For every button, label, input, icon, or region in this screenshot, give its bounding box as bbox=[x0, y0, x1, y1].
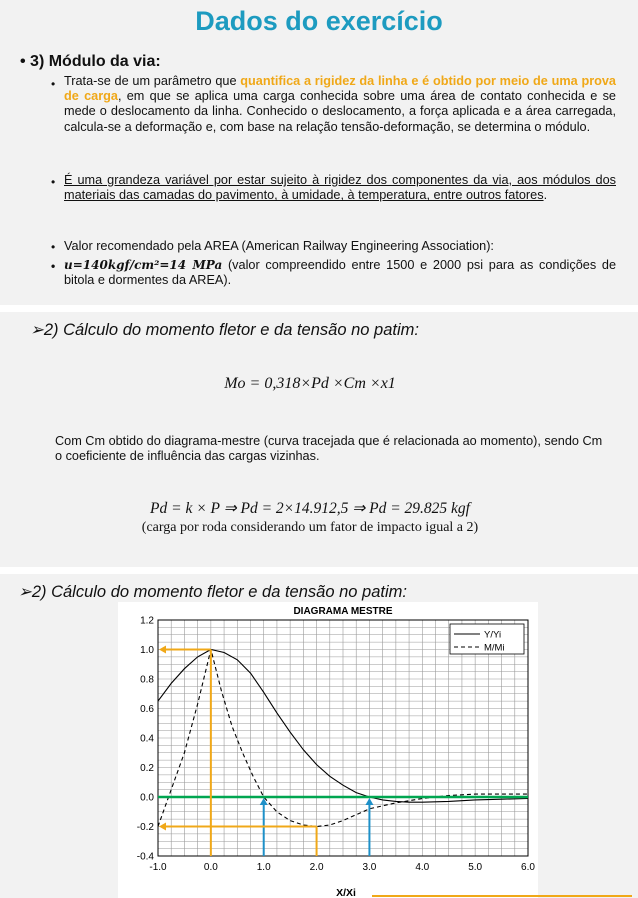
page-title: Dados do exercício bbox=[195, 6, 443, 36]
x-tick-label: 5.0 bbox=[468, 862, 483, 873]
x-tick-label: 1.0 bbox=[256, 862, 271, 873]
paragraph-value bbox=[64, 258, 616, 288]
paragraph-text: Trata-se de um parâmetro que bbox=[64, 74, 241, 88]
footer-rule bbox=[372, 895, 632, 897]
section-3-heading: • 3) Módulo da via: bbox=[20, 53, 161, 70]
y-tick-label: -0.2 bbox=[136, 822, 154, 833]
panel-diagram bbox=[0, 574, 638, 898]
moment-formula: Mo = 0,318×Pd ×Cm ×x1 bbox=[224, 375, 396, 392]
paragraph-definition bbox=[64, 74, 616, 135]
y-tick-label: 0.4 bbox=[140, 733, 154, 745]
paragraph-text: , em que se aplica uma carga conhecida sobre uma área de contato conhecida e se mede o deslocamento da linha. Conhecido o deslocamento, a força aplicada e a área carregada, calcula-se a deformação e, com base na relação tensão-deformação, se determina o módulo. bbox=[64, 89, 616, 134]
pd-note: (carga por roda considerando um fator de impacto igual a 2) bbox=[141, 520, 479, 535]
x-tick-label: 0.0 bbox=[203, 862, 218, 873]
highlighted-text: quantifica a rigidez da linha e é obtido por meio de uma prova de carga bbox=[64, 74, 616, 104]
chart-title: DIAGRAMA MESTRE bbox=[293, 606, 393, 617]
paragraph-variable bbox=[64, 173, 616, 203]
y-tick-label: -0.4 bbox=[136, 851, 154, 863]
u-formula: u=140kgf/cm²=14 MPa bbox=[64, 258, 223, 272]
y-tick-label: 0.0 bbox=[140, 792, 154, 804]
paragraph-text: (valor compreendido entre 1500 e 2000 psi para as condições de bitola e dormentes da AREA). bbox=[64, 258, 616, 288]
chart-legend bbox=[450, 624, 524, 654]
y-tick-label: 0.2 bbox=[140, 763, 154, 774]
y-tick-label: 0.6 bbox=[140, 704, 154, 715]
x-tick-label: 3.0 bbox=[362, 862, 377, 873]
x-tick-label: 4.0 bbox=[415, 862, 430, 873]
paragraph-area: Valor recomendado pela AREA (American Railway Engineering Association): bbox=[64, 239, 494, 253]
section-heading: ➢2) Cálculo do momento fletor e da tensão no patim: bbox=[30, 321, 419, 339]
panel-module bbox=[0, 0, 638, 305]
section-heading: ➢2) Cálculo do momento fletor e da tensão no patim: bbox=[18, 583, 407, 601]
bullet: • bbox=[51, 240, 56, 254]
cm-explanation: Com Cm obtido do diagrama-mestre (curva tracejada que é relacionada ao momento), sendo Cm o coeficiente de influência das cargas vizinhas. bbox=[55, 434, 603, 463]
underlined-text: É uma grandeza variável por estar sujeito à rigidez dos componentes da via, aos módulos dos materiais das camadas do pavimento, à umidade, à temperatura, entre outros fatores bbox=[64, 173, 616, 203]
x-tick-label: 6.0 bbox=[521, 862, 535, 873]
legend-label: M/Mi bbox=[484, 642, 505, 654]
paragraph-text: . bbox=[543, 188, 548, 203]
x-tick-label: -1.0 bbox=[149, 862, 167, 873]
bullet: • bbox=[51, 259, 56, 273]
pd-formula: Pd = k × P ⇒ Pd = 2×14.912,5 ⇒ Pd = 29.825 kgf bbox=[150, 500, 470, 517]
bullet: • bbox=[51, 77, 56, 91]
bullet: • bbox=[51, 175, 56, 189]
y-tick-label: 1.2 bbox=[140, 615, 154, 627]
x-tick-label: 2.0 bbox=[309, 862, 324, 873]
y-tick-label: 0.8 bbox=[140, 674, 154, 686]
master-diagram-chart bbox=[118, 602, 538, 898]
y-tick-label: 1.0 bbox=[140, 645, 154, 656]
x-axis-label: X/Xi bbox=[336, 887, 356, 898]
panel-moment-calc bbox=[0, 312, 638, 567]
legend-label: Y/Yi bbox=[484, 629, 502, 641]
